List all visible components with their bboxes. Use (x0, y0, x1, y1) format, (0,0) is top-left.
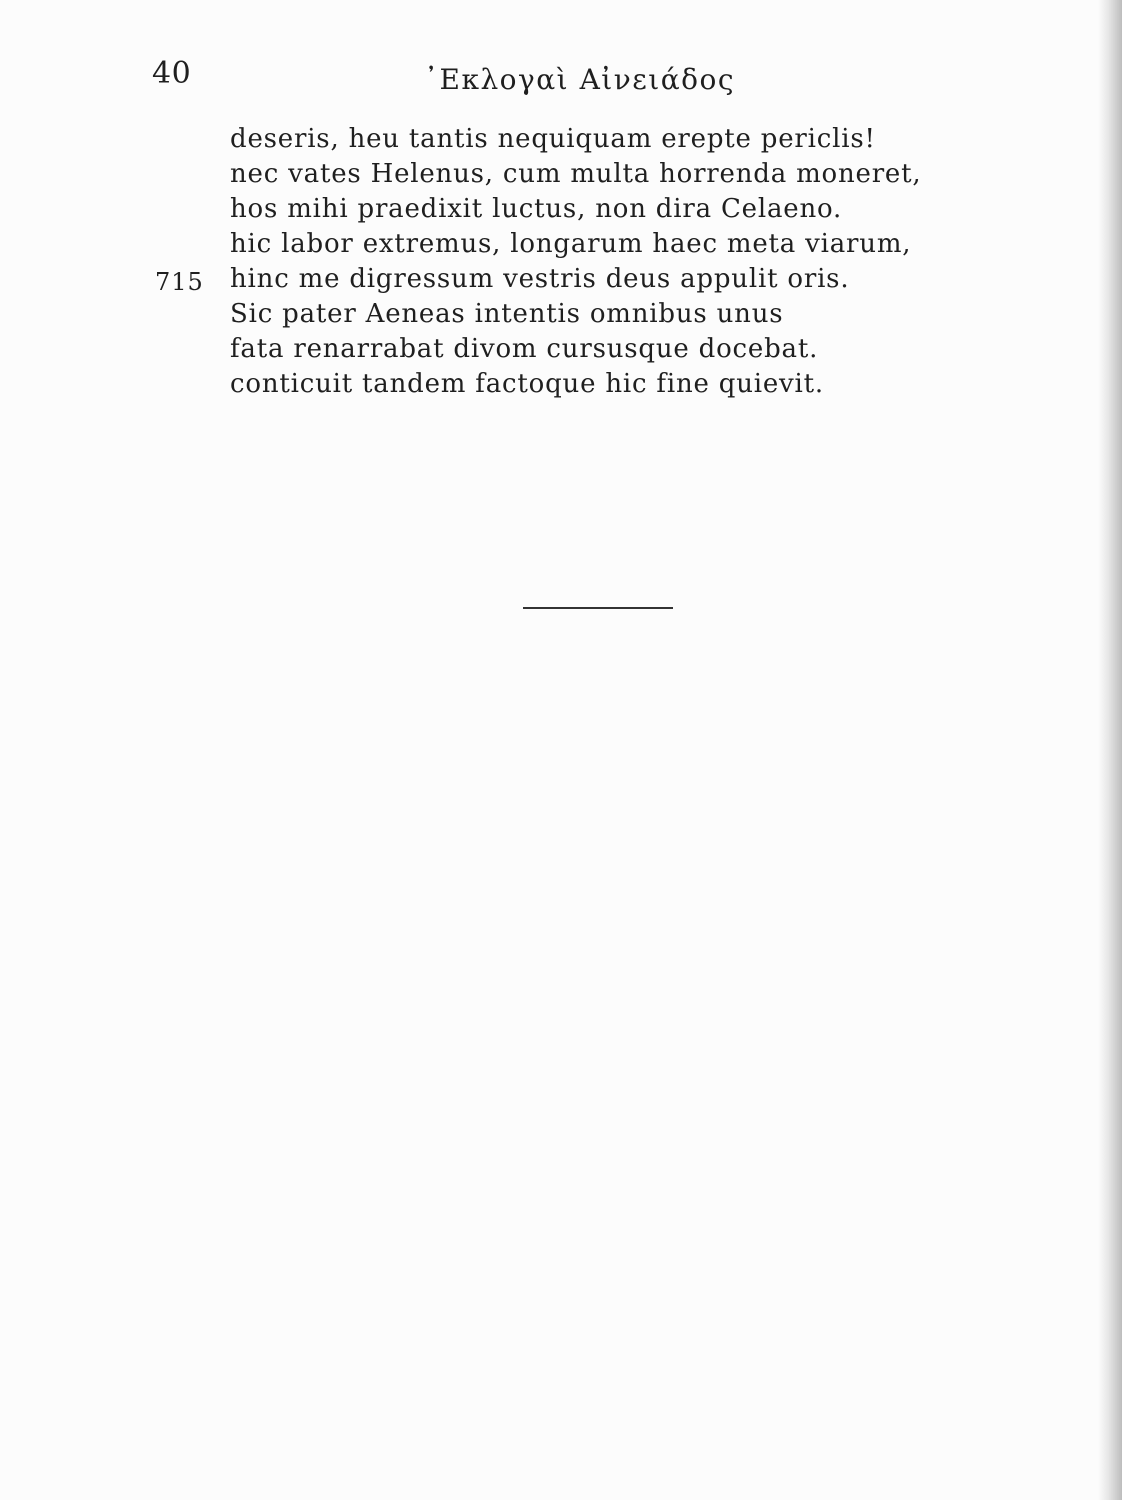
verse-line: Sic pater Aeneas intentis omnibus unus (230, 299, 784, 329)
verse-line: conticuit tandem factoque hic fine quievit. (230, 369, 824, 399)
page-number: 40 (152, 56, 192, 91)
verse-line: fata renarrabat divom cursusque docebat. (230, 334, 819, 364)
verse-line: hinc me digressum vestris deus appulit oris. (230, 264, 850, 294)
section-divider-rule (523, 607, 673, 609)
verse-line-number: 715 (155, 268, 204, 296)
verse-block (230, 122, 1010, 402)
verse-line: hos mihi praedixit luctus, non dira Celaeno. (230, 194, 843, 224)
verse-line: hic labor extremus, longarum haec meta viarum, (230, 229, 912, 259)
verse-line: nec vates Helenus, cum multa horrenda moneret, (230, 159, 922, 189)
running-title: ᾿Εκλογαὶ Αἰνειάδος (424, 63, 736, 96)
verse-line: deseris, heu tantis nequiquam erepte periclis! (230, 124, 876, 154)
page-edge-shadow (1098, 0, 1122, 1500)
